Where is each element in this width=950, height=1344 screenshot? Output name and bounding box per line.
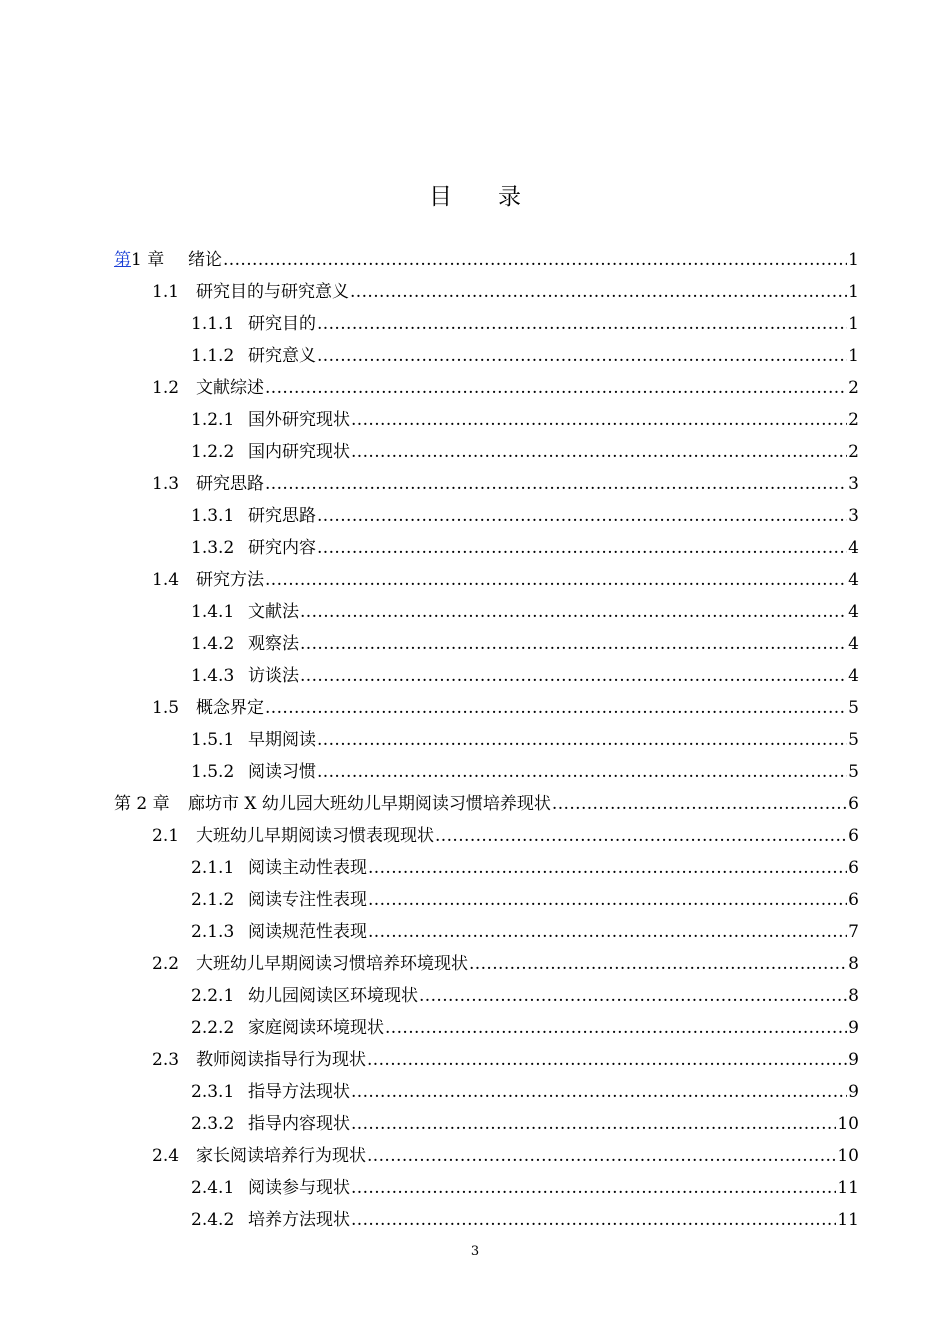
toc-entry-title: 研究目的与研究意义 bbox=[196, 282, 349, 302]
toc-entry-page: 2 bbox=[848, 378, 859, 398]
toc-dot-leader bbox=[469, 948, 847, 980]
toc-entry[interactable] bbox=[191, 340, 859, 372]
toc-entry-page: 11 bbox=[837, 1178, 859, 1198]
toc-entry[interactable] bbox=[191, 308, 859, 340]
toc-entry[interactable] bbox=[114, 244, 859, 276]
toc-entry-number-text: 2.1.1 bbox=[191, 858, 235, 878]
toc-entry-number-text: 2.2.1 bbox=[191, 986, 235, 1006]
toc-entry-number bbox=[114, 788, 188, 820]
toc-entry-number bbox=[191, 404, 248, 436]
toc-entry-page: 10 bbox=[837, 1114, 859, 1134]
toc-dot-leader bbox=[367, 1044, 847, 1076]
toc-entry-number bbox=[152, 948, 196, 980]
toc-entry-page: 5 bbox=[848, 730, 859, 750]
toc-entry-number bbox=[191, 1076, 248, 1108]
toc-entry-number-text: 1.1.2 bbox=[191, 346, 235, 366]
toc-entry-title: 研究思路 bbox=[248, 506, 316, 526]
toc-entry[interactable] bbox=[114, 788, 859, 820]
toc-entry-title: 阅读习惯 bbox=[248, 762, 316, 782]
toc-dot-leader bbox=[350, 276, 847, 308]
toc-dot-leader bbox=[368, 884, 847, 916]
toc-entry-number-text: 1.2 bbox=[152, 378, 180, 398]
toc-dot-leader bbox=[300, 596, 847, 628]
toc-dot-leader bbox=[435, 820, 847, 852]
toc-entry-number bbox=[191, 980, 248, 1012]
toc-entry-page: 4 bbox=[848, 666, 859, 686]
toc-entry-title: 大班幼儿早期阅读习惯培养环境现状 bbox=[196, 954, 468, 974]
toc-entry-title: 研究内容 bbox=[248, 538, 316, 558]
toc-dot-leader bbox=[317, 724, 847, 756]
toc-entry-page: 3 bbox=[848, 474, 859, 494]
toc-entry-title: 文献法 bbox=[248, 602, 299, 622]
toc-entry-number-text: 1.3.1 bbox=[191, 506, 235, 526]
toc-dot-leader bbox=[265, 468, 847, 500]
toc-entry[interactable] bbox=[191, 852, 859, 884]
toc-entry-title: 培养方法现状 bbox=[248, 1210, 350, 1230]
toc-entry-number bbox=[152, 276, 196, 308]
toc-entry-title: 访谈法 bbox=[248, 666, 299, 686]
toc-entry-number-text: 1.2.2 bbox=[191, 442, 235, 462]
toc-entry-number bbox=[114, 244, 188, 276]
toc-entry-title: 阅读主动性表现 bbox=[248, 858, 367, 878]
toc-entry-number-text: 1.5.2 bbox=[191, 762, 235, 782]
toc-entry-title: 廊坊市 X 幼儿园大班幼儿早期阅读习惯培养现状 bbox=[188, 794, 551, 814]
toc-entry-number-text: 2.3.2 bbox=[191, 1114, 235, 1134]
toc-entry-number bbox=[152, 692, 196, 724]
toc-entry-title: 国内研究现状 bbox=[248, 442, 350, 462]
toc-entry-page: 3 bbox=[848, 506, 859, 526]
toc-entry-number bbox=[152, 1140, 196, 1172]
toc-entry-title: 家庭阅读环境现状 bbox=[248, 1018, 384, 1038]
toc-entry-number-text: 1.3 bbox=[152, 474, 180, 494]
toc-dot-leader bbox=[351, 1108, 836, 1140]
toc-entry-page: 8 bbox=[848, 954, 859, 974]
toc-entry-number bbox=[191, 724, 248, 756]
toc-entry-number-text: 1.4.2 bbox=[191, 634, 235, 654]
toc-entry[interactable] bbox=[191, 884, 859, 916]
toc-entry-number-text: 2.2.2 bbox=[191, 1018, 235, 1038]
toc-entry-title: 幼儿园阅读区环境现状 bbox=[248, 986, 418, 1006]
toc-entry-title: 阅读专注性表现 bbox=[248, 890, 367, 910]
toc-entry[interactable] bbox=[191, 404, 859, 436]
toc-dot-leader bbox=[351, 404, 847, 436]
toc-dot-leader bbox=[317, 532, 847, 564]
toc-entry-page: 11 bbox=[837, 1210, 859, 1230]
toc-dot-leader bbox=[367, 1140, 836, 1172]
toc-dot-leader bbox=[300, 660, 847, 692]
toc-entry[interactable] bbox=[191, 628, 859, 660]
toc-entry[interactable] bbox=[152, 820, 859, 852]
toc-entry-number-text: 1.1.1 bbox=[191, 314, 235, 334]
toc-entry-title: 阅读参与现状 bbox=[248, 1178, 350, 1198]
toc-dot-leader bbox=[385, 1012, 847, 1044]
toc-entry-number bbox=[152, 564, 196, 596]
toc-entry-number-text: 2.4 bbox=[152, 1146, 180, 1166]
toc-entry-page: 4 bbox=[848, 602, 859, 622]
toc-entry-number bbox=[191, 1172, 248, 1204]
toc-entry-number-text: 1.4 bbox=[152, 570, 180, 590]
toc-dot-leader bbox=[223, 244, 847, 276]
toc-entry-title: 教师阅读指导行为现状 bbox=[196, 1050, 366, 1070]
toc-entry[interactable] bbox=[191, 660, 859, 692]
toc-entry-page: 2 bbox=[848, 410, 859, 430]
toc-entry-page: 6 bbox=[848, 890, 859, 910]
toc-dot-leader bbox=[351, 1076, 847, 1108]
toc-dot-leader bbox=[265, 692, 847, 724]
toc-entry-page: 7 bbox=[848, 922, 859, 942]
toc-entry[interactable] bbox=[191, 436, 859, 468]
toc-entry-number-text: 2.3.1 bbox=[191, 1082, 235, 1102]
toc-entry-number-text: 1.5 bbox=[152, 698, 180, 718]
toc-dot-leader bbox=[265, 372, 847, 404]
toc-dot-leader bbox=[317, 500, 847, 532]
toc-entry[interactable] bbox=[152, 948, 859, 980]
toc-entry-number bbox=[152, 1044, 196, 1076]
toc-entry-number-text: 1.5.1 bbox=[191, 730, 235, 750]
toc-entry-number-text: 1.4.1 bbox=[191, 602, 235, 622]
toc-entry-number-text: 2.1.3 bbox=[191, 922, 235, 942]
toc-entry-page: 9 bbox=[848, 1050, 859, 1070]
toc-title-char-2: 录 bbox=[498, 184, 521, 210]
toc-entry-number bbox=[191, 532, 248, 564]
toc-entry[interactable] bbox=[191, 1204, 859, 1236]
toc-entry-number-text: 1.4.3 bbox=[191, 666, 235, 686]
toc-entry-page: 6 bbox=[848, 794, 859, 814]
toc-entry-title: 指导方法现状 bbox=[248, 1082, 350, 1102]
toc-entry-title: 文献综述 bbox=[196, 378, 264, 398]
toc-entry-number-text: 2.1.2 bbox=[191, 890, 235, 910]
toc-entry-title: 研究目的 bbox=[248, 314, 316, 334]
toc-entry-title: 阅读规范性表现 bbox=[248, 922, 367, 942]
toc-entry[interactable] bbox=[191, 980, 859, 1012]
toc-entry-number-text: 1.1 bbox=[152, 282, 180, 302]
toc-entry-page: 5 bbox=[848, 698, 859, 718]
toc-entry[interactable] bbox=[191, 532, 859, 564]
toc-entry-title: 国外研究现状 bbox=[248, 410, 350, 430]
toc-entry[interactable] bbox=[152, 564, 859, 596]
toc-entry[interactable] bbox=[152, 372, 859, 404]
toc-entry-number bbox=[191, 1108, 248, 1140]
toc-entry-page: 4 bbox=[848, 538, 859, 558]
toc-entry-page: 4 bbox=[848, 570, 859, 590]
toc-dot-leader bbox=[419, 980, 847, 1012]
toc-entry-title: 概念界定 bbox=[196, 698, 264, 718]
toc-entry-page: 9 bbox=[848, 1082, 859, 1102]
toc-entry[interactable] bbox=[191, 724, 859, 756]
toc-entry-page: 6 bbox=[848, 858, 859, 878]
toc-entry-number bbox=[152, 372, 196, 404]
toc-title-char-1: 目 bbox=[429, 184, 452, 210]
toc-entry-page: 10 bbox=[837, 1146, 859, 1166]
toc-entry-title: 研究思路 bbox=[196, 474, 264, 494]
toc-entry-title: 大班幼儿早期阅读习惯表现现状 bbox=[196, 826, 434, 846]
toc-dot-leader bbox=[368, 852, 847, 884]
toc-entry[interactable] bbox=[191, 1012, 859, 1044]
toc-entry[interactable] bbox=[191, 756, 859, 788]
toc-entry-title: 绪论 bbox=[188, 250, 222, 270]
toc-entry-page: 1 bbox=[848, 250, 859, 270]
toc-entry[interactable] bbox=[152, 1044, 859, 1076]
toc-entry-number bbox=[191, 1012, 248, 1044]
toc-entry-page: 6 bbox=[848, 826, 859, 846]
toc-entry-number bbox=[191, 596, 248, 628]
toc-entry-page: 5 bbox=[848, 762, 859, 782]
toc-dot-leader bbox=[351, 1172, 836, 1204]
toc-dot-leader bbox=[317, 340, 847, 372]
toc-dot-leader bbox=[265, 564, 847, 596]
toc-entry-title: 早期阅读 bbox=[248, 730, 316, 750]
toc-entry-number bbox=[191, 500, 248, 532]
toc-entry-number-text: 2.2 bbox=[152, 954, 180, 974]
toc-entry-number bbox=[152, 820, 196, 852]
toc-entry-number bbox=[191, 340, 248, 372]
toc-dot-leader bbox=[552, 788, 847, 820]
toc-entry-page: 2 bbox=[848, 442, 859, 462]
toc-entry-number bbox=[191, 436, 248, 468]
toc-entry-number bbox=[191, 756, 248, 788]
toc-entry-title: 家长阅读培养行为现状 bbox=[196, 1146, 366, 1166]
toc-entry[interactable] bbox=[152, 1140, 859, 1172]
toc-entry-number-text: 2.4.2 bbox=[191, 1210, 235, 1230]
toc-dot-leader bbox=[351, 1204, 836, 1236]
toc-entry[interactable] bbox=[152, 468, 859, 500]
toc-entry-title: 指导内容现状 bbox=[248, 1114, 350, 1134]
toc-entry[interactable] bbox=[191, 1172, 859, 1204]
toc-entry[interactable] bbox=[191, 916, 859, 948]
toc-entry[interactable] bbox=[191, 596, 859, 628]
toc-entry-number-text: 2.3 bbox=[152, 1050, 180, 1070]
toc-dot-leader bbox=[351, 436, 847, 468]
toc-entry-number bbox=[191, 660, 248, 692]
toc-entry-page: 1 bbox=[848, 314, 859, 334]
toc-entry-number-text: 1 章 bbox=[131, 250, 165, 270]
toc-entry-number bbox=[191, 628, 248, 660]
toc-entry-title: 观察法 bbox=[248, 634, 299, 654]
toc-entry-page: 1 bbox=[848, 282, 859, 302]
toc-entry-page: 4 bbox=[848, 634, 859, 654]
page-number: 3 bbox=[470, 1244, 480, 1259]
toc-entry[interactable] bbox=[152, 276, 859, 308]
toc-entry-page: 1 bbox=[848, 346, 859, 366]
toc-entry[interactable] bbox=[191, 500, 859, 532]
toc-entry-page: 9 bbox=[848, 1018, 859, 1038]
toc-entry[interactable] bbox=[152, 692, 859, 724]
toc-entry-number-text: 2.1 bbox=[152, 826, 180, 846]
toc-entry-number bbox=[191, 308, 248, 340]
toc-dot-leader bbox=[368, 916, 847, 948]
toc-entry-number bbox=[191, 852, 248, 884]
toc-entry-page: 8 bbox=[848, 986, 859, 1006]
toc-dot-leader bbox=[300, 628, 847, 660]
toc-title bbox=[0, 178, 950, 211]
toc-entry-number-text: 2.4.1 bbox=[191, 1178, 235, 1198]
toc-dot-leader bbox=[317, 308, 847, 340]
toc-entry-title: 研究意义 bbox=[248, 346, 316, 366]
toc-entry[interactable] bbox=[191, 1076, 859, 1108]
toc-entry-number bbox=[191, 884, 248, 916]
toc-dot-leader bbox=[317, 756, 847, 788]
toc-entry-number-text: 第 2 章 bbox=[114, 794, 170, 814]
toc-entry[interactable] bbox=[191, 1108, 859, 1140]
toc-entry-number bbox=[191, 916, 248, 948]
toc-entry-number bbox=[152, 468, 196, 500]
toc-entry-number bbox=[191, 1204, 248, 1236]
toc-entry-number-text: 1.2.1 bbox=[191, 410, 235, 430]
toc-entry-number-text: 1.3.2 bbox=[191, 538, 235, 558]
toc-entry-title: 研究方法 bbox=[196, 570, 264, 590]
toc-entry-link[interactable]: 第 bbox=[114, 250, 131, 270]
